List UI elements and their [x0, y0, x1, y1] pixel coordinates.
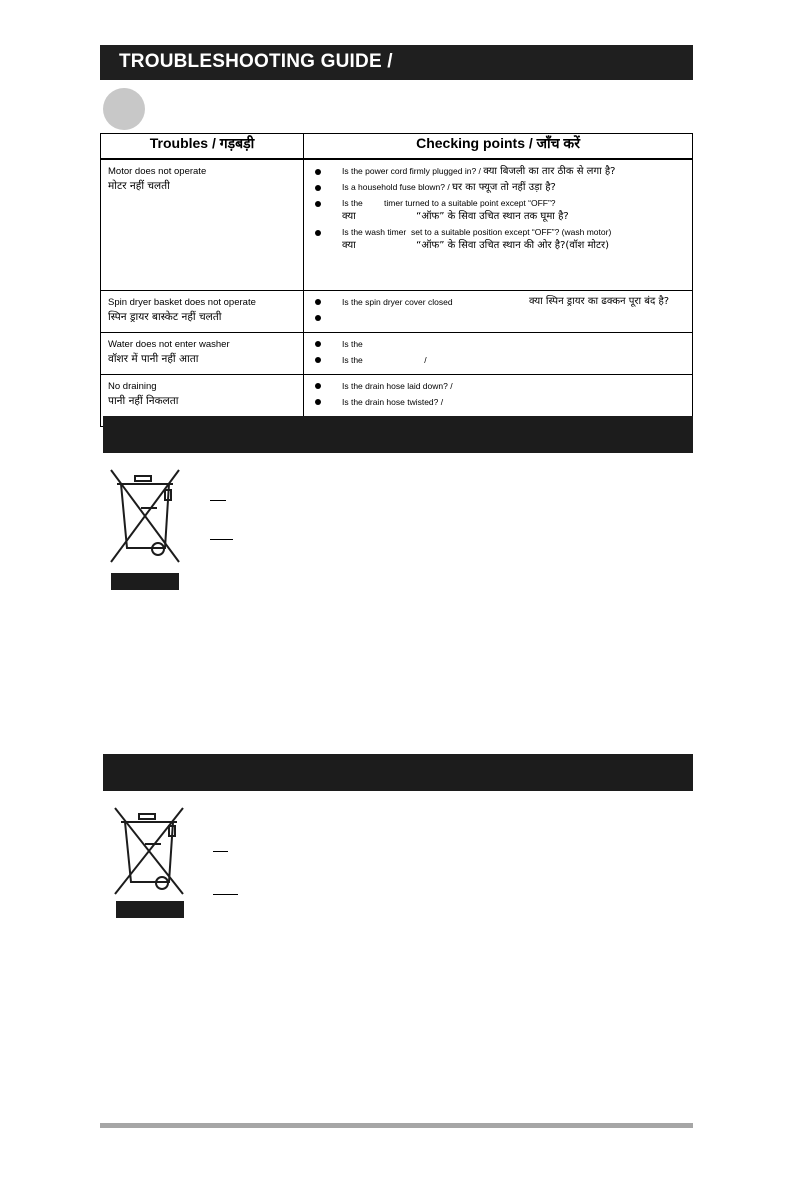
checking-point: Is the wash timer set to a suitable position except “OFF”? (wash motor) क्या “ऑफ” के सिवा उचित स्थान की ओर है?(वॉश मोटर) [305, 226, 691, 252]
checking-point: Is a household fuse blown? / घर का फ्यूज तो नहीं उड़ा है? [305, 181, 691, 194]
page-title: TROUBLESHOOTING GUIDE / [119, 51, 393, 72]
trouble-english: Motor does not operate [108, 166, 207, 177]
underline-mark [210, 500, 226, 501]
table-row [101, 290, 693, 332]
checking-point: Is the timer turned to a suitable point except “OFF”? क्या “ऑफ” के सिवा उचित स्थान तक घूमा है? [305, 197, 691, 223]
trouble-hindi: पानी नहीं निकलता [108, 394, 179, 407]
underline-mark [213, 851, 228, 852]
trouble-hindi: मोटर नहीं चलती [108, 180, 170, 192]
crossed-out-wheelie-bin-icon [105, 466, 185, 566]
footer-rule [100, 1123, 693, 1128]
column-header-troubles: Troubles / गड़बड़ी [101, 134, 304, 160]
trouble-english: Spin dryer basket does not operate [108, 296, 256, 308]
trouble-english: Water does not enter washer [108, 338, 230, 350]
checking-point: Is the [305, 338, 691, 351]
trouble-hindi: वॉशर में पानी नहीं आता [108, 352, 199, 365]
disposal-header-bar [103, 416, 693, 453]
checking-point: Is the drain hose twisted? / [305, 396, 691, 409]
troubleshooting-table [100, 133, 693, 427]
checking-point: Is the drain hose laid down? / [305, 380, 691, 393]
checking-point: Is the spin dryer cover closed क्या स्पिन ड्रायर का ढक्कन पूरा बंद है? [305, 296, 691, 309]
underline-mark [210, 539, 233, 540]
disposal-label-bar [111, 573, 179, 590]
table-row [101, 159, 693, 290]
column-header-checking-points: Checking points / जाँच करें [304, 134, 693, 160]
trouble-english: No draining [108, 380, 157, 392]
trouble-hindi: स्पिन ड्रायर बास्केट नहीं चलती [108, 310, 222, 323]
crossed-out-wheelie-bin-icon [109, 804, 189, 898]
underline-mark [213, 894, 238, 895]
section-header [100, 45, 693, 80]
disposal-header-bar [103, 754, 693, 791]
disposal-label-bar [116, 901, 184, 918]
grey-circle-icon [103, 88, 145, 130]
checking-point: Is the / [305, 354, 691, 367]
checking-point: Is the power cord firmly plugged in? / क्या बिजली का तार ठीक से लगा है? [305, 165, 691, 178]
table-row [101, 332, 693, 374]
